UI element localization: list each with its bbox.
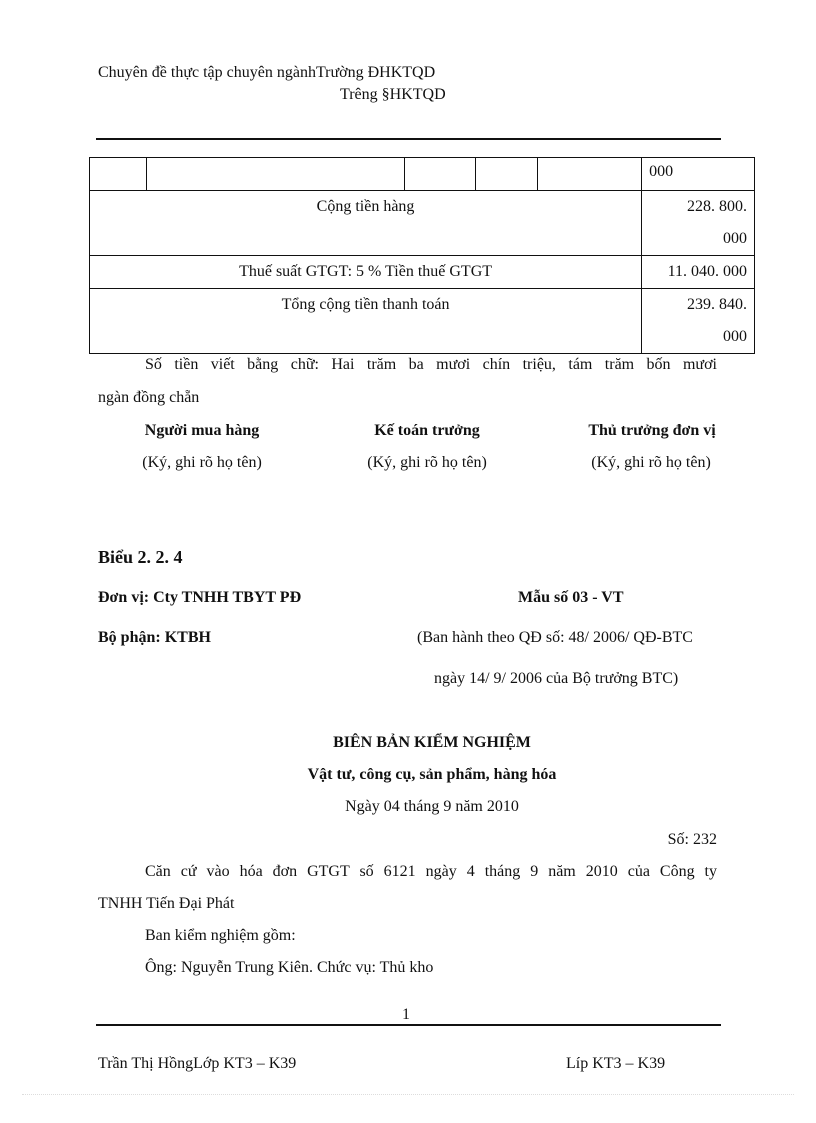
signature-note-chief-accountant: (Ký, ghi rõ họ tên) [367,454,487,471]
para-1-line-2: TNHH Tiến Đại Phát [98,895,235,912]
record-title: BIÊN BẢN KIỂM NGHIỆM [333,734,531,751]
table-cell-value: 000 [642,158,755,191]
table-cell [90,158,147,191]
footer-left: Trần Thị HồngLớp KT3 – K39 [98,1055,297,1072]
table-cell [405,158,476,191]
table-row [90,191,755,256]
amount-words-line-2: ngàn đồng chẵn [98,389,200,406]
bo-phan: Bộ phận: KTBH [98,629,211,646]
footer-rule [96,1024,721,1026]
ban-hanh-line-2: ngày 14/ 9/ 2006 của Bộ trưởng BTC) [434,670,679,687]
table-row [90,256,755,289]
ban-hanh-line-1: (Ban hành theo QĐ số: 48/ 2006/ QĐ-BTC [417,629,693,646]
row-value-line: 000 [723,230,747,247]
bieu-label: Biểu 2. 2. 4 [98,547,183,567]
row-value-line: 239. 840. [687,296,747,313]
row-value-line: 228. 800. [687,198,747,215]
row-value-line: 000 [723,328,747,345]
header-line-2: Trêng §HKTQD [340,86,446,103]
page-bottom-divider [22,1094,794,1095]
signature-note-buyer: (Ký, ghi rõ họ tên) [142,454,262,471]
table-cell [476,158,538,191]
header-line-1: Chuyên đề thực tập chuyên ngànhTrường ĐHKTQD [98,64,436,81]
page-number: 1 [402,1006,410,1023]
mau-so: Mẫu số 03 - VT [518,589,624,606]
table-cell [146,158,405,191]
signature-title-head: Thủ trưởng đơn vị [588,422,716,439]
signature-note-head: (Ký, ghi rõ họ tên) [591,454,711,471]
invoice-totals-table [89,157,755,354]
header-rule [96,138,721,140]
record-subtitle: Vật tư, công cụ, sản phẩm, hàng hóa [307,766,557,783]
table-cell [538,158,642,191]
amount-words-line-1: Số tiền viết bằng chữ: Hai trăm ba mươi chín triệu, tám trăm bốn mươi [145,356,717,373]
footer-right: Líp KT3 – K39 [566,1055,666,1072]
signature-title-buyer: Người mua hàng [144,422,260,439]
para-2: Ban kiểm nghiệm gồm: [145,927,296,944]
row-value: 11. 040. 000 [642,256,755,289]
row-value [642,289,755,354]
row-label-cong-tien-hang: Cộng tiền hàng [90,191,642,256]
table-row [90,158,755,191]
signature-title-chief-accountant: Kế toán trưởng [374,422,480,439]
para-3: Ông: Nguyễn Trung Kiên. Chức vụ: Thủ kho [145,959,434,976]
row-value [642,191,755,256]
table-row [90,289,755,354]
don-vi: Đơn vị: Cty TNHH TBYT PĐ [98,589,302,606]
record-date: Ngày 04 tháng 9 năm 2010 [345,798,519,815]
record-number: Số: 232 [667,831,717,848]
para-1-line-1: Căn cứ vào hóa đơn GTGT số 6121 ngày 4 tháng 9 năm 2010 của Công ty [145,863,717,880]
row-label-tong-cong: Tổng cộng tiền thanh toán [90,289,642,354]
row-label-thue-suat: Thuế suất GTGT: 5 % Tiền thuế GTGT [90,256,642,289]
